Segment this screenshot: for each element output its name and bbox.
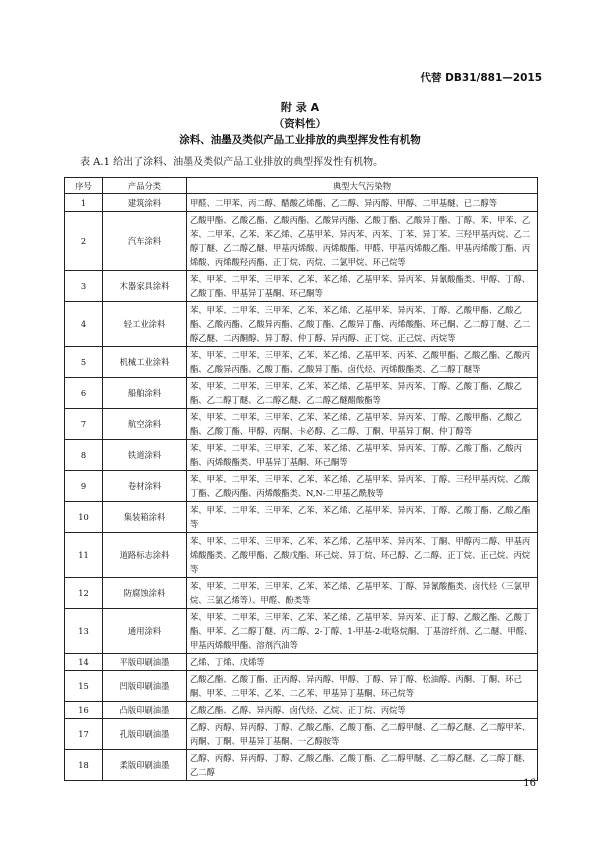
- row-number: 2: [65, 212, 103, 271]
- row-number: 1: [65, 194, 103, 212]
- appendix-subtitle: （资料性）: [273, 118, 327, 130]
- product-category: 船舶涂料: [103, 378, 187, 409]
- row-number: 18: [65, 750, 103, 781]
- typical-pollutants: 苯、甲苯、二甲苯、三甲苯、乙苯、苯乙烯、乙基甲苯、丙苯、乙酸甲酯、乙酸乙酯、乙酸丙酯、乙酸异丙酯、乙酸丁酯、乙酸异丁酯、卤代烃、丙烯酸酯类、乙二醇丁醚等: [187, 347, 538, 378]
- product-category: 卷材涂料: [103, 471, 187, 502]
- row-number: 6: [65, 378, 103, 409]
- typical-pollutants: 苯、甲苯、二甲苯、三甲苯、乙苯、苯乙烯、乙基甲苯、异丙苯、丁醇、乙酸丁酯、乙酸丙酯、丙烯酸酯类、甲基异丁基酮、环己酮等: [187, 440, 538, 471]
- column-header-category: 产品分类: [103, 178, 187, 194]
- row-number: 17: [65, 719, 103, 750]
- typical-pollutants: 苯、甲苯、二甲苯、三甲苯、乙苯、苯乙烯、乙基甲苯、异丙苯、丁醇、乙酸丁酯、乙酸乙酯等: [187, 502, 538, 533]
- row-number: 9: [65, 471, 103, 502]
- typical-pollutants: 苯、甲苯、二甲苯、三甲苯、乙苯、苯乙烯、乙基甲苯、异丙苯、丁醇、乙酸甲酯、乙酸乙酯、乙酸丁酯、甲醇、丙酮、卡必醇、乙二醇、丁酮、甲基异丁酮、仲丁醇等: [187, 409, 538, 440]
- product-category: 汽车涂料: [103, 212, 187, 271]
- product-category: 集装箱涂料: [103, 502, 187, 533]
- table-row: [65, 271, 538, 302]
- table-row: [65, 578, 538, 609]
- table-row: [65, 671, 538, 702]
- row-number: 11: [65, 533, 103, 578]
- typical-pollutants: 乙酸乙酯、乙酸丁酯、正丙醇、异丙醇、甲醇、丁醇、异丁醇、松油醇、丙酮、丁酮、环己酮、甲苯、二甲苯、乙苯、二乙苯、甲基异丁基酮、环己烷等: [187, 671, 538, 702]
- row-number: 12: [65, 578, 103, 609]
- table-row: [65, 702, 538, 719]
- row-number: 4: [65, 302, 103, 347]
- product-category: 防腐蚀涂料: [103, 578, 187, 609]
- row-number: 10: [65, 502, 103, 533]
- typical-pollutants: 苯、甲苯、二甲苯、三甲苯、乙苯、苯乙烯、乙基甲苯、异丙苯、异氰酸酯类、甲醇、丁醇、乙酸丁酯、甲基异丁基酮、环己酮等: [187, 271, 538, 302]
- product-category: 通用涂料: [103, 609, 187, 654]
- document-code: 代替 DB31/881—2015: [420, 72, 542, 84]
- table-row: [65, 212, 538, 271]
- product-category: 平版印刷油墨: [103, 654, 187, 671]
- typical-pollutants: 苯、甲苯、二甲苯、三甲苯、乙苯、苯乙烯、乙基甲苯、异丙苯、丁酮、甲醇丙二醇、甲基丙烯酸酯类、乙酸甲酯、乙酸戊酯、环己烷、异丁烷、环己醇、乙二醇、正丁烷、正己烷、丙烷等: [187, 533, 538, 578]
- typical-pollutants: 乙醇、丙醇、异丙醇、丁醇、乙酸乙酯、乙酸丁酯、乙二醇甲醚、乙二醇乙醚、乙二醇甲苯、丙酮、丁酮、甲基异丁基酮、一乙醇胺等: [187, 719, 538, 750]
- appendix-heading: 涂料、油墨及类似产品工业排放的典型挥发性有机物: [179, 134, 421, 146]
- table-row: [65, 440, 538, 471]
- table-row: [65, 409, 538, 440]
- table-row: [65, 347, 538, 378]
- typical-pollutants: 乙酸甲酯、乙酸乙酯、乙酸丙酯、乙酸异丙酯、乙酸丁酯、乙酸异丁酯、丁醇、苯、甲苯、乙苯、二甲苯、乙苯、苯乙烯、乙基甲苯、异丙苯、丙苯、丁苯、异丁苯、三羟甲基丙烷、乙二醇丁醚、乙二醇乙醚、甲基丙烯酸、丙烯酸酯、甲醛、甲基丙烯酸乙酯、甲基丙烯酸丁酯、丙烯酸、丙烯酸羟丙酯、正丁烷、丙烷、二氯甲烷、环己烷等: [187, 212, 538, 271]
- product-category: 航空涂料: [103, 409, 187, 440]
- table-row: [65, 533, 538, 578]
- product-category: 柔版印刷油墨: [103, 750, 187, 781]
- column-header-no: 序号: [65, 178, 103, 194]
- table-row: [65, 302, 538, 347]
- table-row: [65, 502, 538, 533]
- typical-pollutants: 苯、甲苯、二甲苯、三甲苯、乙苯、苯乙烯、乙基甲苯、异丙苯、丁醇、三羟甲基丙烷、乙酸丁酯、乙酸丙酯、丙烯酸酯类、N,N-二甲基乙酰胺等: [187, 471, 538, 502]
- row-number: 7: [65, 409, 103, 440]
- table-row: [65, 194, 538, 212]
- table-row: [65, 719, 538, 750]
- typical-pollutants: 苯、甲苯、二甲苯、三甲苯、乙苯、苯乙烯、乙基甲苯、异丙苯、丁醇、乙酸甲酯、乙酸乙酯、乙酸丙酯、乙酸异丙酯、乙酸丁酯、乙酸异丁酯、丙烯酸酯、环己酮、乙二醇丁醚、乙二醇乙醚、二丙酮醇、异丁醇、仲丁醇、异丙醇、正丁烷、正己烷、丙烷等: [187, 302, 538, 347]
- row-number: 13: [65, 609, 103, 654]
- table-intro: 表 A.1 给出了涂料、油墨及类似产品工业排放的典型挥发性有机物。: [80, 157, 384, 168]
- row-number: 15: [65, 671, 103, 702]
- row-number: 8: [65, 440, 103, 471]
- row-number: 5: [65, 347, 103, 378]
- typical-pollutants: 苯、甲苯、二甲苯、三甲苯、乙苯、苯乙烯、乙基甲苯、异丙苯、正丁醇、乙酸乙酯、乙酸丁酯、甲苯、乙二醇丁醚、丙二醇、2-丁醇、1-甲基-2-吡咯烷酮、丁基溶纤剂、乙二醚、甲醛、甲基丙烯酸甲酯、溶剂汽油等: [187, 609, 538, 654]
- product-category: 道路标志涂料: [103, 533, 187, 578]
- typical-pollutants: 苯、甲苯、二甲苯、三甲苯、乙苯、苯乙烯、乙基甲苯、丁醇、异氰酸酯类、卤代烃（三氯甲烷、三氯乙烯等）、甲醛、酚类等: [187, 578, 538, 609]
- product-category: 轻工业涂料: [103, 302, 187, 347]
- pollutants-table: [64, 177, 538, 781]
- product-category: 铁道涂料: [103, 440, 187, 471]
- product-category: 木器家具涂料: [103, 271, 187, 302]
- typical-pollutants: 乙烯、丁烯、戊烯等: [187, 654, 538, 671]
- row-number: 3: [65, 271, 103, 302]
- product-category: 机械工业涂料: [103, 347, 187, 378]
- table-header-row: [65, 178, 538, 194]
- table-row: [65, 750, 538, 781]
- product-category: 凸版印刷油墨: [103, 702, 187, 719]
- product-category: 建筑涂料: [103, 194, 187, 212]
- appendix-title: 附 录 A: [280, 101, 320, 114]
- product-category: 孔版印刷油墨: [103, 719, 187, 750]
- table-row: [65, 654, 538, 671]
- typical-pollutants: 乙酸乙酯、乙醇、异丙醇、卤代烃、乙烷、正丁烷、丙烷等: [187, 702, 538, 719]
- typical-pollutants: 苯、甲苯、二甲苯、三甲苯、乙苯、苯乙烯、乙基甲苯、异丙苯、丁醇、乙酸丁酯、乙酸乙酯、乙二醇丁醚、乙二醇乙醚、乙二醇乙醚醋酸酯等: [187, 378, 538, 409]
- table-row: [65, 471, 538, 502]
- typical-pollutants: 甲醛、二甲苯、丙二醇、醋酸乙烯酯、乙二醇、异丙醇、甲醇、二甲基醚、已二醇等: [187, 194, 538, 212]
- column-header-pollutants: 典型大气污染物: [187, 178, 538, 194]
- typical-pollutants: 乙醇、丙醇、异丙醇、丁醇、乙酸乙酯、乙酸丁酯、乙二醇甲醚、乙二醇乙醚、乙二醇丁醚、乙二醇: [187, 750, 538, 781]
- page-number: 16: [523, 778, 536, 789]
- row-number: 14: [65, 654, 103, 671]
- product-category: 凹版印刷油墨: [103, 671, 187, 702]
- table-row: [65, 609, 538, 654]
- table-row: [65, 378, 538, 409]
- row-number: 16: [65, 702, 103, 719]
